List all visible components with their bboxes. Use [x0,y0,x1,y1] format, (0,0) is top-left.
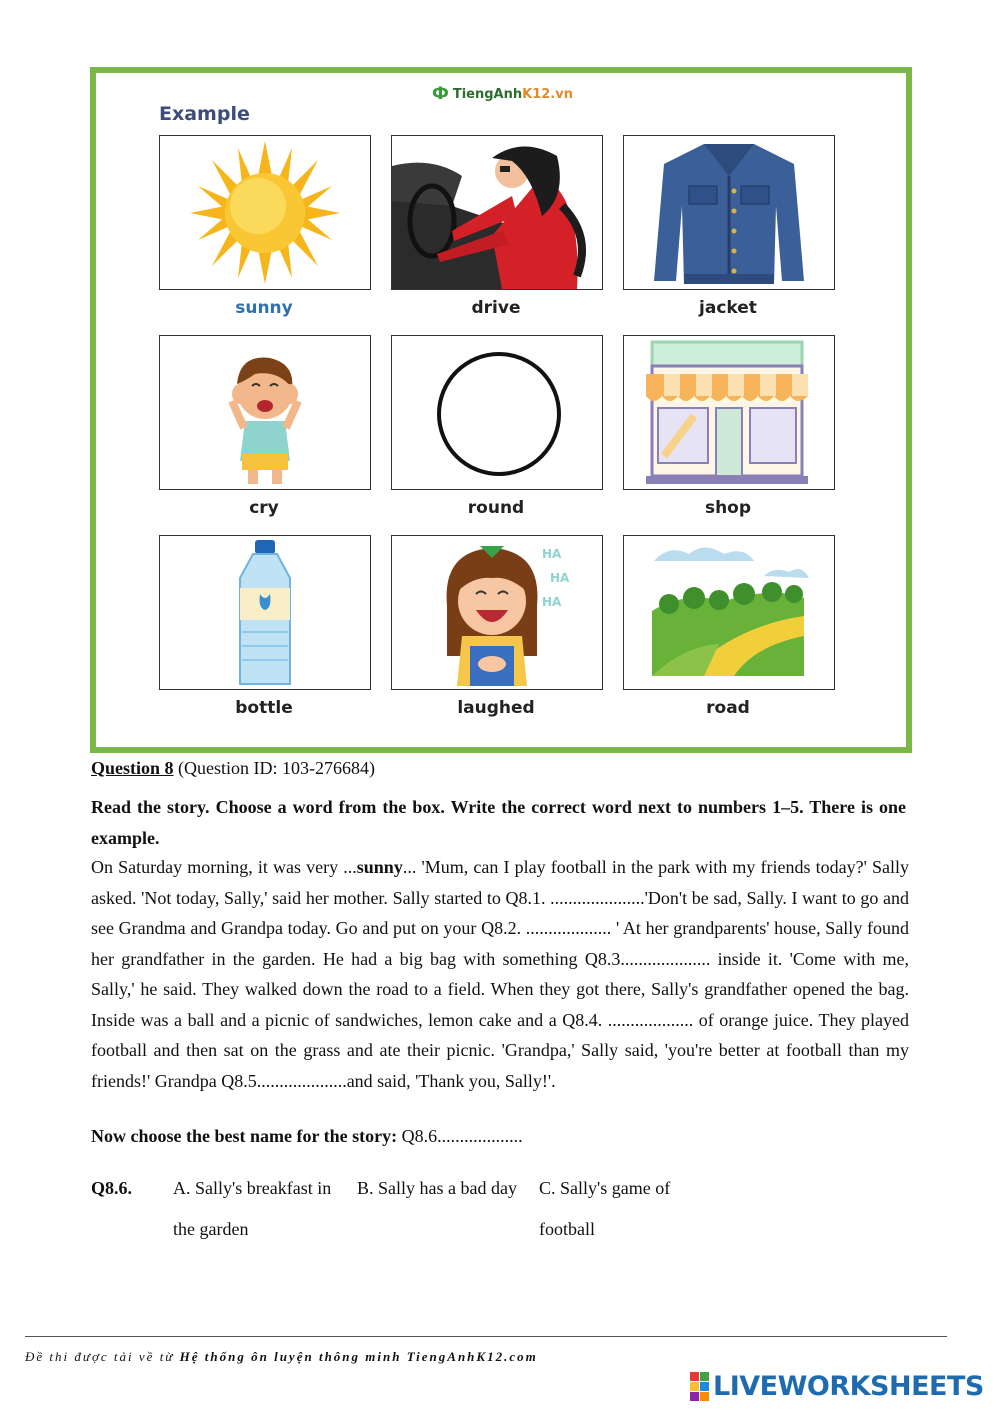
best-name-blank[interactable]: Q8.6................... [397,1126,523,1146]
sun-icon [160,136,370,289]
card-cry [159,335,371,490]
shop-icon [624,336,834,489]
card-round [391,335,603,490]
option-a[interactable]: A. Sally's breakfast in the garden [173,1178,332,1239]
question-id: (Question ID: 103-276684) [173,758,375,778]
word-round: round [467,498,525,518]
svg-text:HA: HA [542,547,562,561]
example-answer: sunny [356,857,403,877]
svg-text:HA: HA [542,595,562,609]
jacket-icon [624,136,834,289]
option-b[interactable]: B. Sally has a bad day [357,1178,517,1198]
liveworksheets-watermark: LIVEWORKSHEETS [690,1371,984,1402]
road-field-icon [624,536,834,689]
svg-text:HA: HA [550,571,570,585]
crying-boy-icon [160,336,370,489]
brand-name: TiengAnhK12.vn [452,86,573,102]
footer-divider [25,1336,947,1337]
box-title: Example [159,103,250,125]
best-name-prompt: Now choose the best name for the story: Q8.6................... [91,1126,523,1146]
word-sunny: sunny [235,298,293,318]
word-road: road [706,698,750,718]
word-bottle: bottle [235,698,293,718]
word-box [90,67,912,753]
circle-icon [392,336,602,489]
word-drive: drive [471,298,521,318]
question-heading [91,758,375,779]
card-drive [391,135,603,290]
liveworksheets-logo-icon [690,1372,709,1401]
question-label: Question 8 [91,758,174,778]
card-laughed [391,535,603,690]
card-road [623,535,835,690]
instructions: Read the story. Choose a word from the box. Write the correct word next to numbers 1–5. There is one example. [91,797,906,848]
card-shop [623,335,835,490]
word-shop: shop [704,498,752,518]
driving-woman-icon [392,136,602,289]
word-laughed: laughed [457,698,535,718]
card-jacket [623,135,835,290]
options-label: Q8.6. [91,1178,133,1198]
word-cry: cry [249,498,279,518]
option-c[interactable]: C. Sally's game of football [539,1178,671,1239]
card-sunny [159,135,371,290]
water-bottle-icon [160,536,370,689]
card-bottle [159,535,371,690]
brand-leaf-icon: Ф [432,84,449,104]
footer-text: Đề thi được tải về từ Hệ thống ôn luyện thông minh TiengAnhK12.com [25,1349,538,1364]
brand-logo [432,84,573,104]
word-jacket: jacket [699,298,757,318]
laughing-girl-icon [392,536,602,689]
story-text: On Saturday morning, it was very ...sunny... 'Mum, can I play football in the park with my friends today?' Sally asked. 'Not today, Sally,' said her mother. Sally started to Q8.1. .....................'Don't be sad, Sally. I want to go and see Grandma and Grandpa today. Go and put on your Q8.2. ................... ' At her grandparents' house, Sally found her grandfather in the garden. He had a big bag with something Q8.3.................... inside it. 'Come with me, Sally,' he said. They walked down the road to a field. When they got there, Sally's grandfather opened the bag. Inside was a ball and a picnic of sandwiches, lemon cake and a Q8.4. ................... of orange juice. They played football and then sat on the grass and ate their picnic. 'Grandpa,' Sally said, 'you're better at football than my friends!' Grandpa Q8.5....................and said, 'Thank you, Sally!'. [91,857,909,1091]
